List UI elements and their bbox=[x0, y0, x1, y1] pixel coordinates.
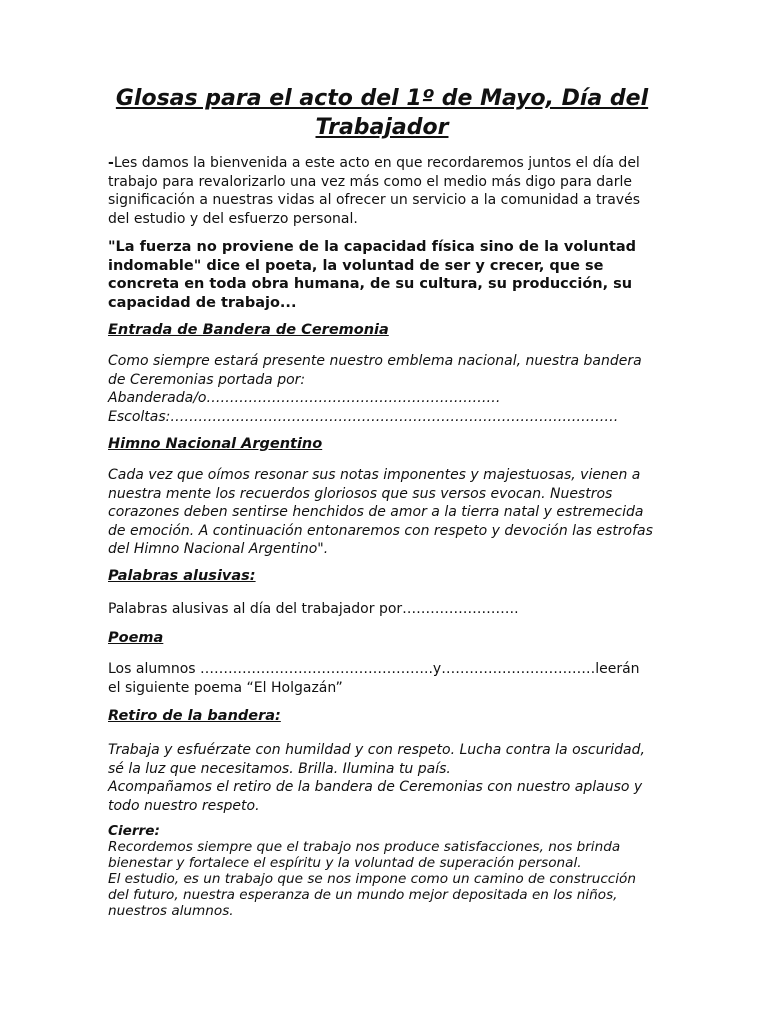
retiro-text-2: Acompañamos el retiro de la bandera de Ceremonias con nuestro aplauso y todo nuestro respeto. bbox=[108, 779, 643, 814]
cierre-text-2: El estudio, es un trabajo que se nos impone como un camino de construcción del futuro, nuestra esperanza de un mundo mejor depositada en los niños, nuestros alumnos. bbox=[108, 871, 636, 919]
intro-paragraph bbox=[108, 154, 656, 228]
heading-entrada-bandera: Entrada de Bandera de Ceremonia bbox=[108, 322, 389, 338]
heading-palabras-alusivas: Palabras alusivas: bbox=[108, 568, 256, 584]
escoltas-line: Escoltas:…………………………………………………………………………………… bbox=[108, 408, 619, 425]
intro-dash: - bbox=[108, 155, 114, 171]
bandera-block bbox=[108, 352, 656, 426]
heading-himno: Himno Nacional Argentino bbox=[108, 436, 323, 452]
palabras-alusivas-text: Palabras alusivas al día del trabajador por……………………. bbox=[108, 601, 519, 617]
abanderada-line: Abanderada/o……………………………………………………… bbox=[108, 390, 501, 406]
heading-retiro-bandera: Retiro de la bandera: bbox=[108, 708, 281, 724]
poet-quote: "La fuerza no proviene de la capacidad física sino de la voluntad indomable" dice el poeta, la voluntad de ser y crecer, que se concreta en toda obra humana, de su cultura, su producción, su capacidad de trabajo... bbox=[108, 239, 636, 311]
heading-cierre: Cierre: bbox=[108, 823, 160, 839]
document-title: Glosas para el acto del 1º de Mayo, Día del Trabajador bbox=[115, 86, 649, 140]
cierre-text-1: Recordemos siempre que el trabajo nos produce satisfacciones, nos brinda bienestar y fortalece el espíritu y la voluntad de superación personal. bbox=[108, 839, 621, 871]
cierre-block bbox=[108, 823, 656, 919]
retiro-block bbox=[108, 741, 656, 815]
poema-line-2: el siguiente poema “El Holgazán” bbox=[108, 679, 343, 696]
himno-text: Cada vez que oímos resonar sus notas imponentes y majestuosas, vienen a nuestra mente los recuerdos gloriosos que sus versos evocan. Nuestros corazones deben sentirse henchidos de amor a la tierra natal y estremecida de emoción. A continuación entonaremos con respeto y devoción las estrofas del Himno Nacional Argentino". bbox=[108, 467, 653, 557]
bandera-text: Como siempre estará presente nuestro emblema nacional, nuestra bandera de Ceremonias portada por: bbox=[108, 353, 642, 388]
poema-block bbox=[108, 660, 656, 697]
intro-text: Les damos la bienvenida a este acto en que recordaremos juntos el día del trabajo para revalorizarlo una vez más como el medio más digo para darle significación a nuestras vidas al ofrecer un servicio a la comunidad a través del estudio y del esfuerzo personal. bbox=[108, 155, 640, 227]
heading-poema: Poema bbox=[108, 630, 164, 646]
poema-line-1: Los alumnos …………………………………………..y……………………………leerán bbox=[108, 661, 640, 677]
retiro-text-1: Trabaja y esfuérzate con humildad y con respeto. Lucha contra la oscuridad, sé la luz que necesitamos. Brilla. Ilumina tu país. bbox=[108, 742, 645, 777]
